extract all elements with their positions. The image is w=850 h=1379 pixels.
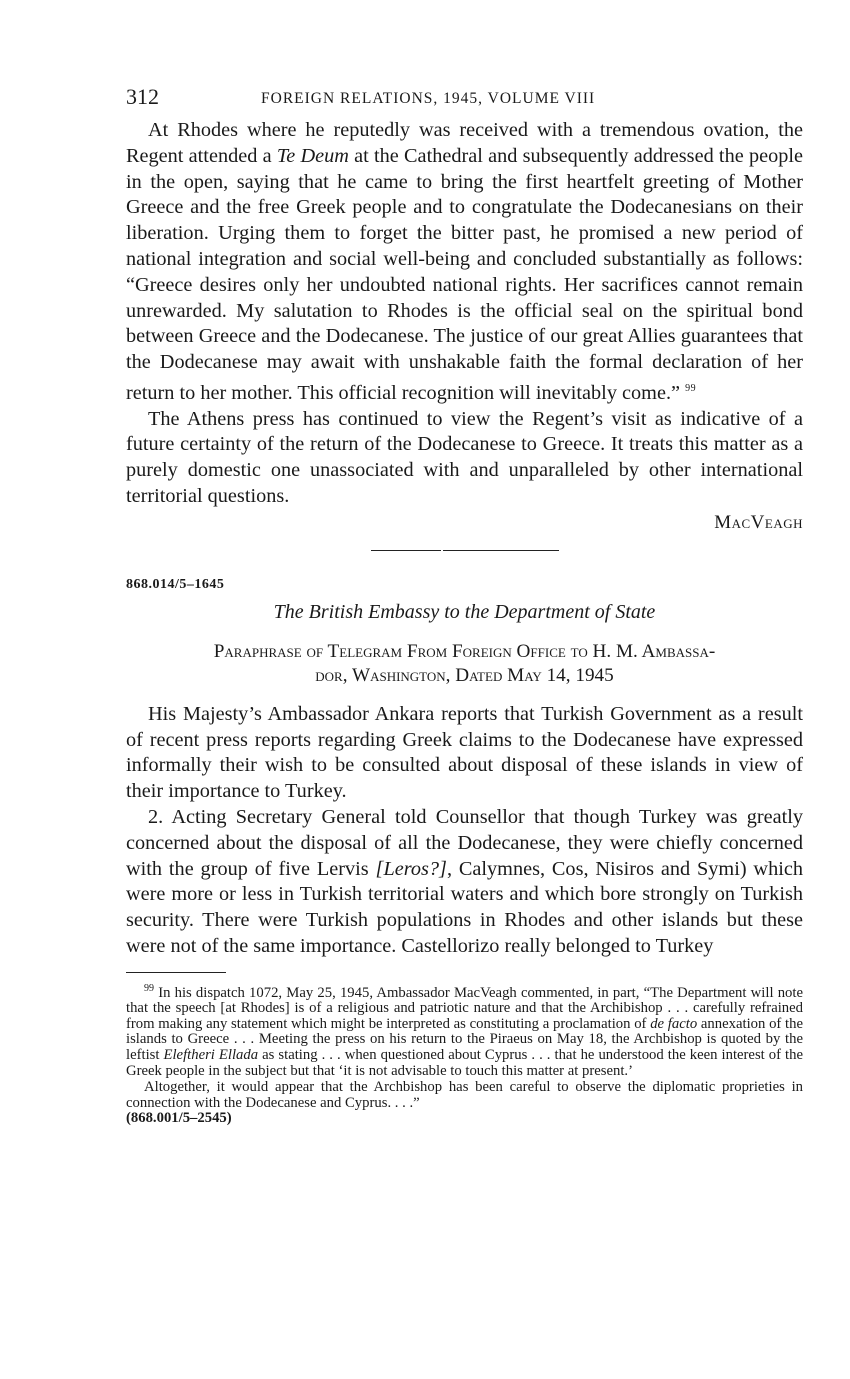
italic-text: Te Deum [276,144,349,167]
paraphrase-heading-line: dor, Washington, Dated May 14, 1945 [315,664,614,686]
paragraph-rhodes-visit [126,118,803,407]
text-run: In his dispatch 1072, May 25, 1945, Ambassador MacVeagh commented, in part, “The Department will note that the speech [at Rhodes] is of a religious and patriotic nature and that the Archibishop . . . carefully refrained from making any statement which might be interpreted as constituting a proclamation of [126,984,803,1032]
text-run: At Rhodes where he reputedly was received with a tremendous ovation, the Regent attended a [126,119,803,167]
text-run: annexation of the islands to Greece . . . Meeting the press on his return to the Piraeus on May 18, the Archbishop is quoted by the leftist [126,1015,804,1063]
running-head [126,84,803,118]
footnote-mark: 99 [144,982,154,994]
footnote-continuation [126,1080,803,1127]
text-run: Altogether, it would appear that the Archbishop has been careful to observe the diplomatic proprieties in connection with the Dodecanese and Cyprus. . . .” [126,1079,803,1111]
paragraph-ankara-report: His Majesty’s Ambassador Ankara reports that Turkish Government as a result of recent press reports regarding Greek claims to the Dodecanese have expressed informally their wish to be consulted about disposal of these islands in view of their importance to Turkey. [126,702,803,803]
running-title: FOREIGN RELATIONS, 1945, VOLUME VIII [261,90,596,107]
footnote-divider [126,972,226,973]
italic-text: Eleftheri Ellada [163,1046,259,1063]
italic-text: de facto [650,1015,698,1032]
page-number: 312 [126,84,159,109]
text-run: at the Cathedral and subsequently addressed the people in the open, saying that he came to bring the first heartfelt greeting of Mother Greece and the free Greek people and to congratulate the Dodecanesians on their liberation. Urging them to forget the bitter past, he promised a new period of national integration and social well-being and concluded substantially as follows: “Greece desires only her undoubted national rights. Her sacrifices cannot remain unrewarded. My salutation to Rhodes is the official seal on the spiritual bond between Greece and the Dodecanese. The justice of our great Allies guarantees that the Dodecanese may await with unshakable faith the formal declaration of her return to her mother. This official recognition will inevitably come.” [126,144,804,404]
signature: MacVeagh [714,511,803,533]
paraphrase-heading-line: Paraphrase of Telegram From Foreign Office to H. M. Ambassa- [213,640,716,662]
italic-text: [Leros?] [375,857,447,880]
telegram-body [126,702,803,960]
text-run: , Calymnes, Cos, Nisiros and Symi) which were more or less in Turkish territorial waters and which bore strongly on Turkish security. There were Turkish populations in Rhodes and other islands but these were not of the same importance. Castellorizo really belonged to Turkey [126,857,803,957]
section-divider [371,550,559,551]
file-number: 868.014/5–1645 [126,576,225,592]
footnote-99 [126,981,803,1079]
text-run: as stating . . . when questioned about Cyprus . . . that he understood the keen interest of the Greek people in the subject but that ‘it is not advisable to touch this matter at present.’ [126,1046,803,1079]
citation: (868.001/5–2545) [126,1110,232,1127]
document-page [126,84,803,1127]
text-run: 2. Acting Secretary General told Counsellor that though Turkey was greatly concerned about the disposal of all the Dodecanese, they were chiefly concerned with the group of five Lervis [126,805,803,880]
paraphrase-heading [126,640,803,688]
paragraph-secretary-general [126,805,803,960]
paragraph-athens-press: The Athens press has continued to view the Regent’s visit as indicative of a future certainty of the return of the Dodecanese to Greece. It treats this matter as a purely domestic one unassociated with and unparalleled by other international territorial questions. [126,407,803,507]
document-heading: The British Embassy to the Department of State [273,600,656,623]
footnote-reference[interactable]: 99 [685,382,697,394]
